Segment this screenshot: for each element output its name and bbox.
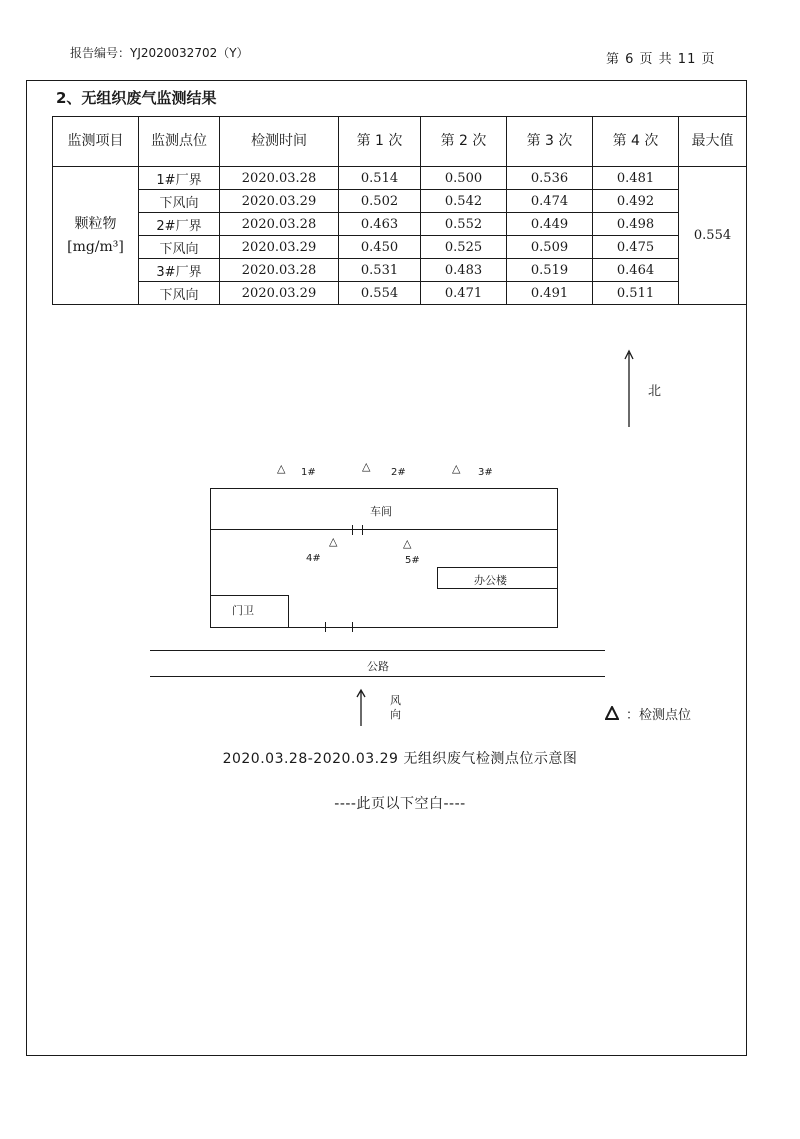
- date-cell: 2020.03.29: [220, 236, 339, 259]
- table-row: [53, 190, 747, 213]
- wind-arrow-icon: [355, 688, 367, 728]
- table-row: [53, 167, 747, 190]
- monitoring-item-cell: [53, 167, 139, 305]
- road-edge: [150, 650, 605, 651]
- value-cell: 0.471: [421, 282, 507, 305]
- col-header: 第 2 次: [421, 117, 507, 167]
- point-direction: 下风向: [139, 236, 220, 259]
- triangle-marker-icon: △: [452, 462, 461, 475]
- table-row: [53, 236, 747, 259]
- table-header-row: [53, 117, 747, 167]
- value-cell: 0.502: [339, 190, 421, 213]
- value-cell: 0.463: [339, 213, 421, 236]
- value-cell: 0.464: [593, 259, 679, 282]
- gate-label: 门卫: [232, 604, 254, 617]
- value-cell: 0.449: [507, 213, 593, 236]
- diagram-caption: 2020.03.28-2020.03.29 无组织废气检测点位示意图: [222, 751, 578, 767]
- date-cell: 2020.03.28: [220, 213, 339, 236]
- point-label-2: 2#: [391, 467, 406, 478]
- value-cell: 0.511: [593, 282, 679, 305]
- value-cell: 0.500: [421, 167, 507, 190]
- value-cell: 0.491: [507, 282, 593, 305]
- legend-triangle-icon: [605, 706, 619, 720]
- value-cell: 0.554: [339, 282, 421, 305]
- table-row: [53, 282, 747, 305]
- wind-label: 风向: [390, 694, 401, 721]
- point-direction: 下风向: [139, 190, 220, 213]
- value-cell: 0.498: [593, 213, 679, 236]
- value-cell: 0.475: [593, 236, 679, 259]
- road-edge: [150, 676, 605, 677]
- date-cell: 2020.03.28: [220, 167, 339, 190]
- door-tick: [352, 525, 353, 535]
- value-cell: 0.536: [507, 167, 593, 190]
- date-cell: 2020.03.29: [220, 282, 339, 305]
- triangle-marker-icon: △: [329, 535, 338, 548]
- gate-tick: [352, 622, 353, 632]
- value-cell: 0.552: [421, 213, 507, 236]
- report-number: 报告编号：YJ2020032702（Y）: [70, 46, 249, 60]
- point-name: 1#厂界: [139, 167, 220, 190]
- point-direction: 下风向: [139, 282, 220, 305]
- point-label-1: 1#: [301, 467, 316, 478]
- col-header: 监测点位: [139, 117, 220, 167]
- value-cell: 0.450: [339, 236, 421, 259]
- point-label-3: 3#: [478, 467, 493, 478]
- value-cell: 0.492: [593, 190, 679, 213]
- point-label-5: 5#: [405, 555, 420, 566]
- road-label: 公路: [367, 660, 389, 673]
- value-cell: 0.481: [593, 167, 679, 190]
- col-header: 监测项目: [53, 117, 139, 167]
- date-cell: 2020.03.28: [220, 259, 339, 282]
- col-header: 第 1 次: [339, 117, 421, 167]
- point-name: 3#厂界: [139, 259, 220, 282]
- point-name: 2#厂界: [139, 213, 220, 236]
- triangle-marker-icon: △: [277, 462, 286, 475]
- max-value-cell: 0.554: [679, 167, 747, 305]
- page-number: 第 6 页 共 11 页: [606, 52, 716, 67]
- col-header: 检测时间: [220, 117, 339, 167]
- value-cell: 0.474: [507, 190, 593, 213]
- date-cell: 2020.03.29: [220, 190, 339, 213]
- item-name: 颗粒物: [74, 216, 117, 233]
- value-cell: 0.483: [421, 259, 507, 282]
- north-arrow-icon: [623, 349, 635, 429]
- door-tick: [362, 525, 363, 535]
- col-header: 第 3 次: [507, 117, 593, 167]
- point-label-4: 4#: [306, 553, 321, 564]
- item-unit: [mg/m³]: [67, 238, 124, 255]
- gate-tick: [325, 622, 326, 632]
- north-label: 北: [648, 384, 662, 399]
- triangle-marker-icon: △: [403, 537, 412, 550]
- workshop-label: 车间: [370, 505, 392, 518]
- legend-text: ：检测点位: [626, 708, 692, 723]
- col-header: 最大值: [679, 117, 747, 167]
- value-cell: 0.509: [507, 236, 593, 259]
- value-cell: 0.525: [421, 236, 507, 259]
- value-cell: 0.519: [507, 259, 593, 282]
- value-cell: 0.542: [421, 190, 507, 213]
- col-header: 第 4 次: [593, 117, 679, 167]
- section-title: 2、无组织废气监测结果: [56, 89, 217, 107]
- value-cell: 0.514: [339, 167, 421, 190]
- office-label: 办公楼: [474, 574, 507, 587]
- table-row: [53, 213, 747, 236]
- triangle-marker-icon: △: [362, 460, 371, 473]
- blank-page-note: ----此页以下空白----: [334, 796, 466, 812]
- table-row: [53, 259, 747, 282]
- results-table: [52, 116, 747, 305]
- value-cell: 0.531: [339, 259, 421, 282]
